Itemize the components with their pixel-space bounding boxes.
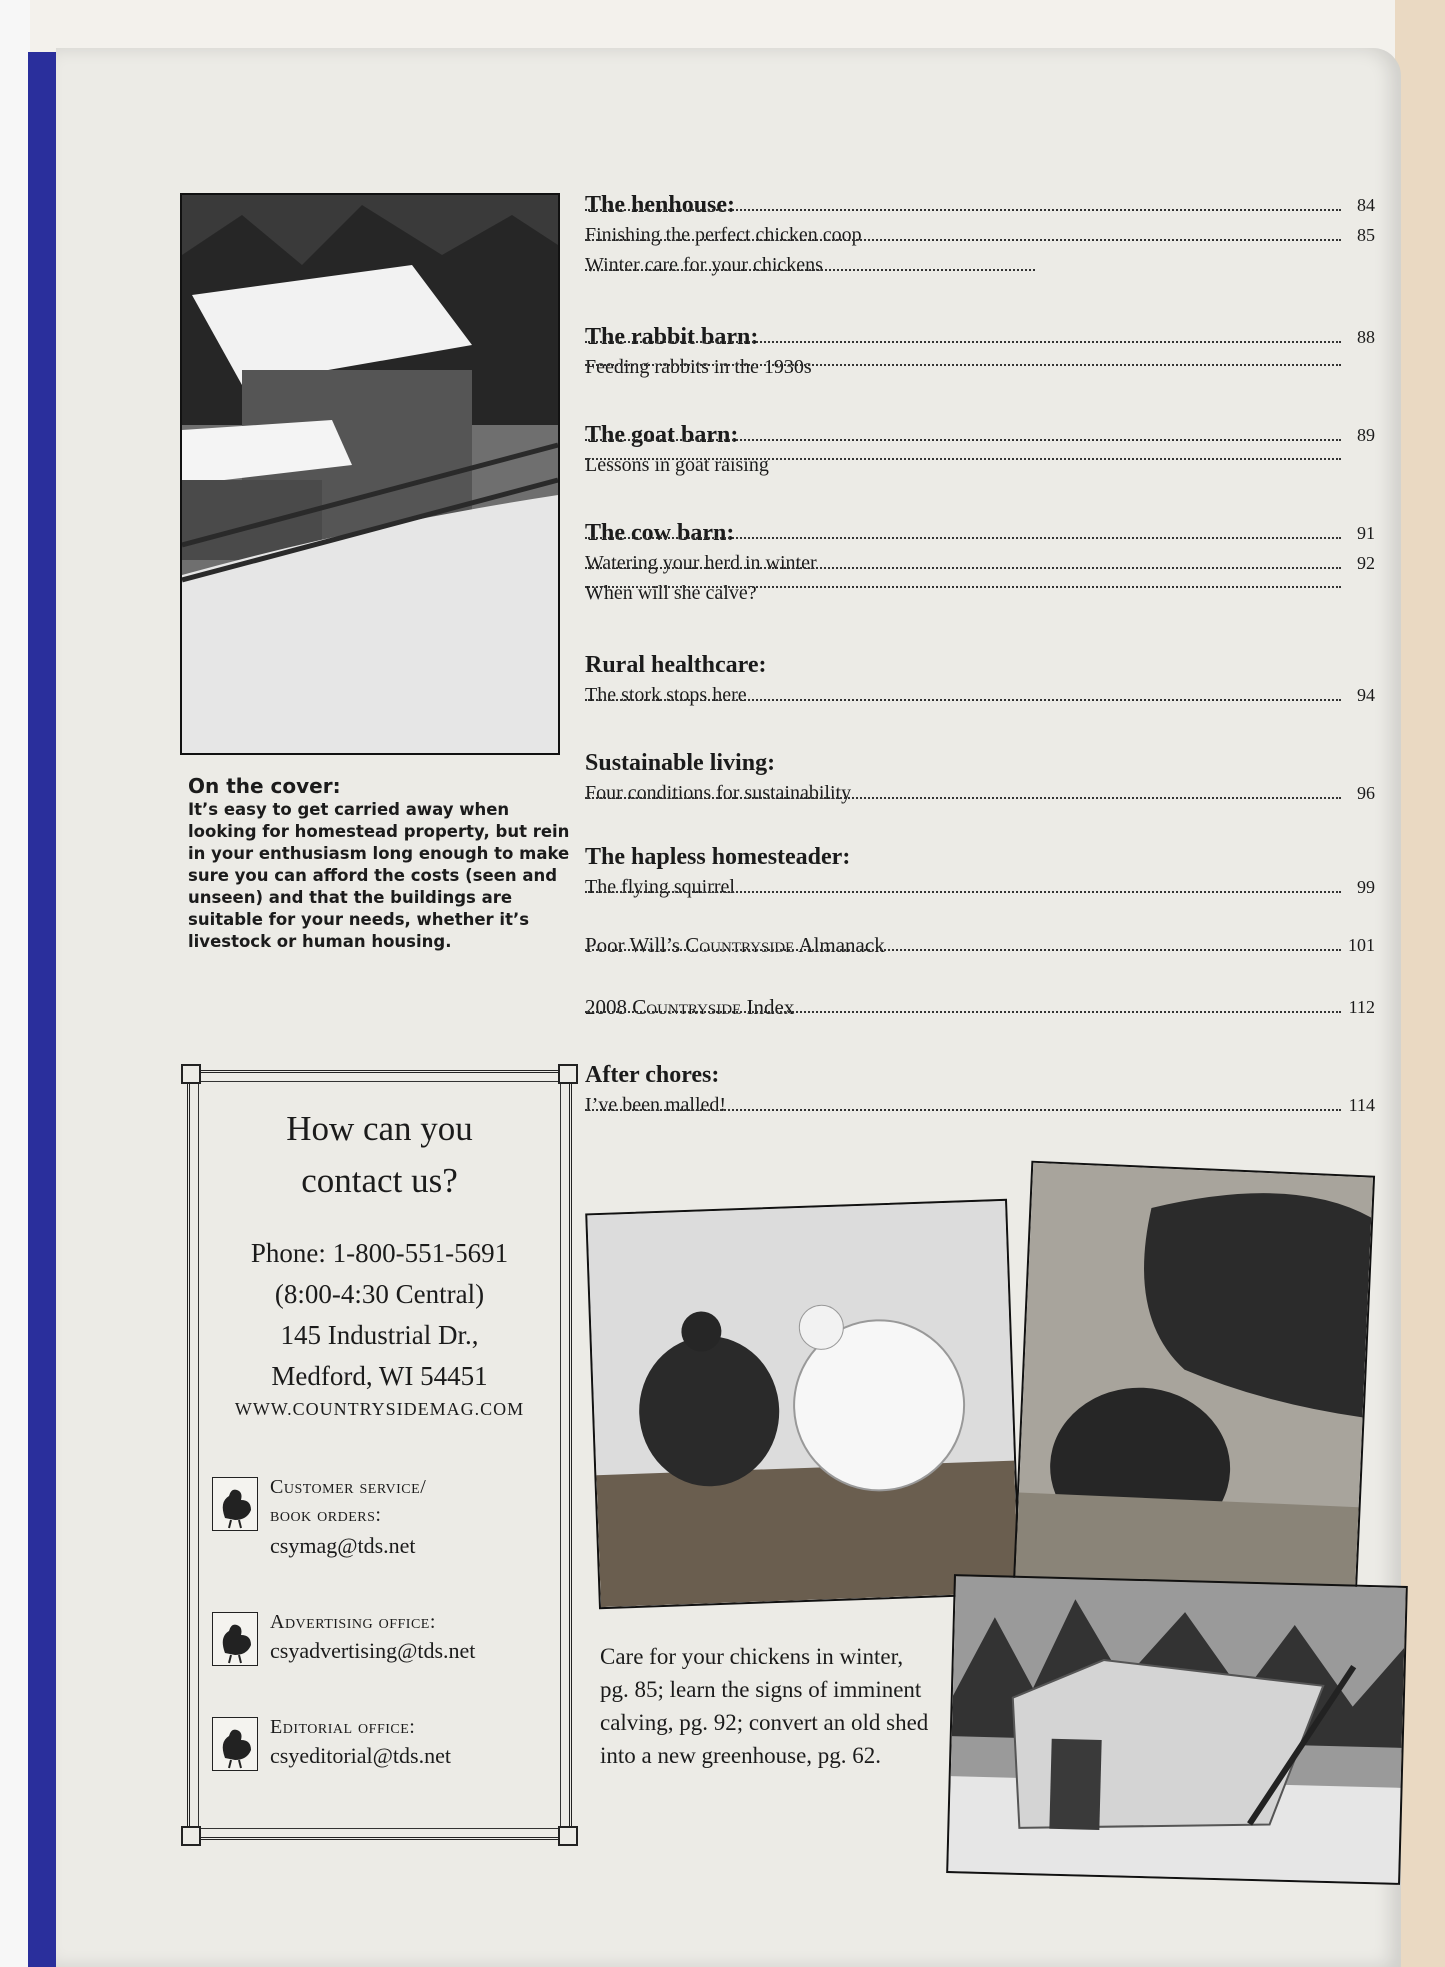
background-left — [0, 0, 30, 1967]
page-number: 99 — [1353, 872, 1375, 902]
city-address: Medford, WI 54451 — [271, 1361, 488, 1391]
office-email[interactable]: csyadvertising@tds.net — [270, 1638, 476, 1663]
office-customer-service — [212, 1473, 557, 1573]
toc-entry[interactable]: The flying squirrel 99 — [585, 872, 1375, 902]
section-title: The hapless homesteader: — [585, 842, 854, 872]
section-title: The goat barn: — [585, 420, 742, 450]
rooster-icon — [212, 1612, 258, 1666]
toc-section-cow-barn — [585, 518, 1375, 608]
toc-section-henhouse — [585, 190, 1375, 280]
office-editorial — [212, 1713, 557, 1773]
toc-entry[interactable]: Feeding rabbits in the 1930s — [585, 352, 1375, 382]
toc-entry[interactable]: Lessons in goat raising — [585, 450, 1375, 480]
page-number: 84 — [1353, 190, 1375, 220]
toc-section-rural-healthcare — [585, 650, 1375, 710]
section-title: After chores: — [585, 1060, 723, 1090]
contact-address-block — [190, 1233, 569, 1397]
toc-entry[interactable]: Four conditions for sustainability 96 — [585, 778, 1375, 808]
rooster-icon — [212, 1717, 258, 1771]
toc-section-hapless-homesteader — [585, 842, 1375, 902]
page-number: 88 — [1353, 322, 1375, 352]
toc-section-rabbit-barn — [585, 322, 1375, 382]
phone-number: Phone: 1-800-551-5691 — [250, 1238, 509, 1268]
section-title: Sustainable living: — [585, 748, 779, 778]
toc-section-goat-barn — [585, 420, 1375, 480]
chickens-photo — [585, 1199, 1021, 1609]
toc-entry[interactable]: Finishing the perfect chicken coop 85 — [585, 220, 1375, 250]
website-link[interactable]: WWW.COUNTRYSIDEMAG.COM — [234, 1399, 525, 1419]
office-label: Customer service/ book orders: — [270, 1476, 427, 1526]
office-advertising — [212, 1608, 557, 1668]
office-email[interactable]: csymag@tds.net — [270, 1533, 416, 1558]
toc-entry[interactable]: The stork stops here 94 — [585, 680, 1375, 710]
corner-ornament — [181, 1826, 201, 1846]
photo-caption: Care for your chickens in winter, pg. 85; learn the signs of imminent calving, pg. 92; convert an old shed into a new greenhouse, pg. 62. — [600, 1644, 929, 1768]
office-label: Advertising office: — [270, 1611, 436, 1633]
toc-section-sustainable-living — [585, 748, 1375, 808]
street-address: 145 Industrial Dr., — [280, 1320, 479, 1350]
toc-entry[interactable]: Watering your herd in winter 92 — [585, 548, 1375, 578]
page-number: 101 — [1344, 930, 1375, 960]
toc-entry[interactable]: Winter care for your chickens — [585, 250, 1375, 280]
toc-entry[interactable]: When will she calve? — [585, 578, 1375, 608]
contact-heading: How can you contact us? — [286, 1109, 473, 1200]
page-number: 91 — [1353, 518, 1375, 548]
section-title: The henhouse: — [585, 190, 739, 220]
page-number: 112 — [1345, 992, 1375, 1022]
corner-ornament — [558, 1826, 578, 1846]
cover-caption — [188, 775, 571, 953]
phone-hours: (8:00-4:30 Central) — [274, 1279, 485, 1309]
page-number: 94 — [1353, 680, 1375, 710]
page-number: 114 — [1345, 1090, 1375, 1120]
cover-caption-title: On the cover: — [188, 774, 341, 798]
cover-caption-text: It’s easy to get carried away when looking for homestead property, but rein in your enthusiasm long enough to make sure you can afford the costs (seen and unseen) and that the buildings are suitable for your needs, whether it’s livestock or human housing. — [188, 800, 570, 951]
section-title: The rabbit barn: — [585, 322, 762, 352]
corner-ornament — [181, 1064, 201, 1084]
toc-entry[interactable]: I’ve been malled! 114 — [585, 1090, 1375, 1120]
office-email[interactable]: csyeditorial@tds.net — [270, 1743, 451, 1768]
page-number: 89 — [1353, 420, 1375, 450]
section-title: The cow barn: — [585, 518, 738, 548]
cow-and-calf-photo — [1013, 1161, 1375, 1600]
rooster-icon — [212, 1477, 258, 1531]
office-label: Editorial office: — [270, 1716, 416, 1738]
greenhouse-photo — [946, 1574, 1408, 1885]
toc-entry-index[interactable]: 2008 Countryside Index 112 — [585, 992, 1375, 1022]
toc-section-after-chores — [585, 1060, 1375, 1120]
page-number: 96 — [1353, 778, 1375, 808]
section-title: Rural healthcare: — [585, 650, 771, 680]
contact-box — [187, 1070, 572, 1840]
cover-photo-barn — [180, 193, 560, 755]
toc-entry-almanack[interactable]: Poor Will’s Countryside Almanack 101 — [585, 930, 1375, 960]
corner-ornament — [558, 1064, 578, 1084]
